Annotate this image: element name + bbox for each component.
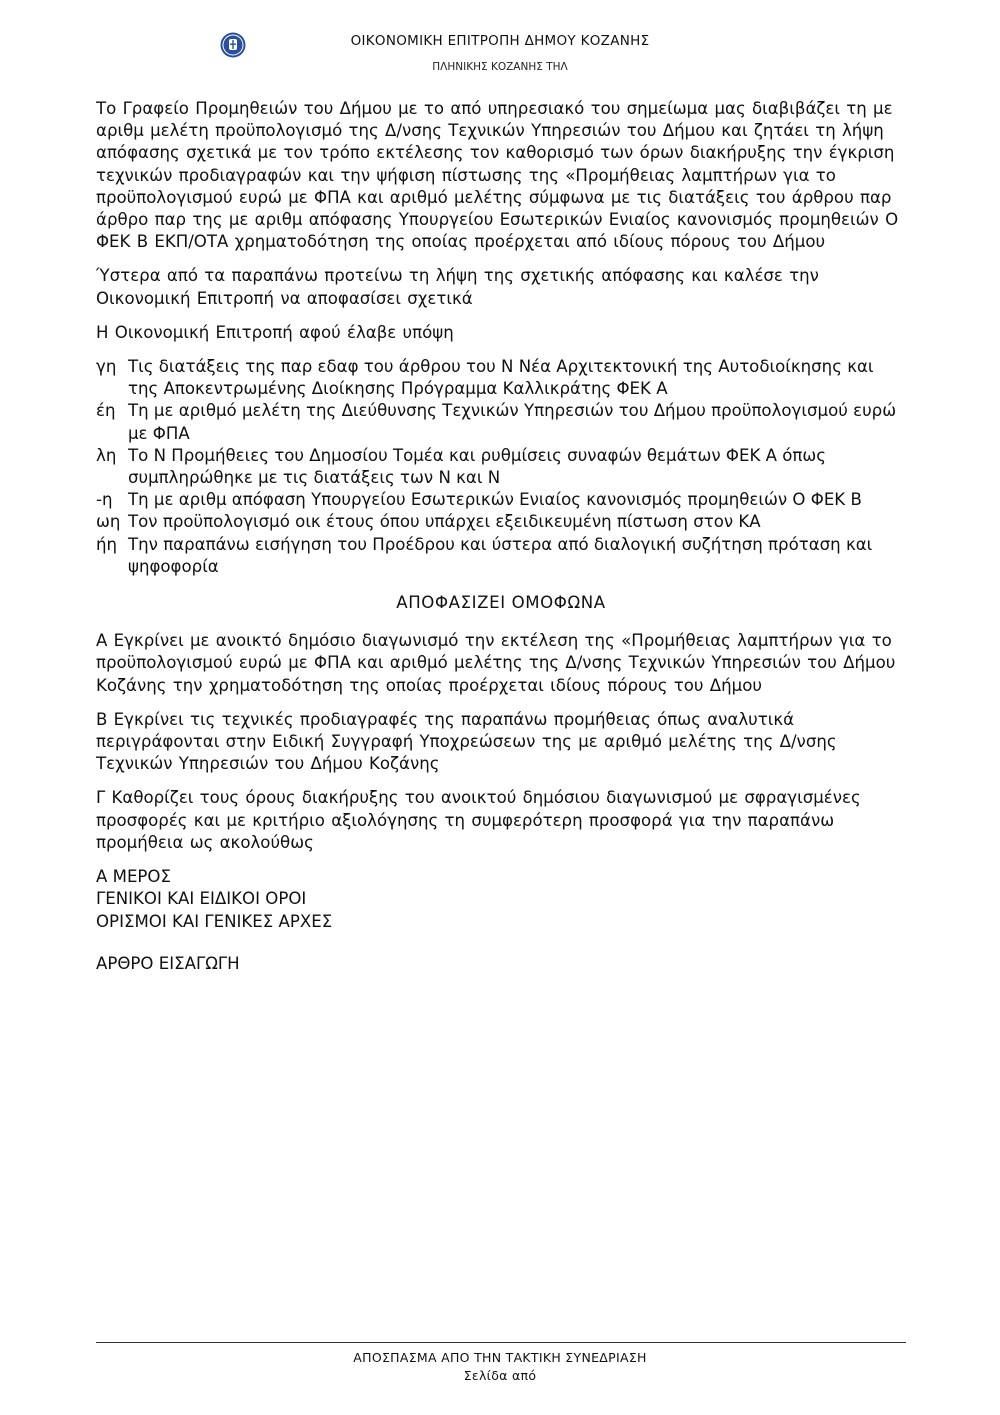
list-item-text: Τις διατάξεις της παρ εδαφ του άρθρου του Ν Νέα Αρχιτεκτονική της Αυτοδιοίκησης και της Αποκεντρωμένης Διοίκησης Πρόγραμμα Καλλικράτης ΦΕΚ Α: [128, 357, 874, 399]
page-footer: [0, 1349, 1000, 1385]
definitions-title: ΟΡΙΣΜΟΙ ΚΑΙ ΓΕΝΙΚΕΣ ΑΡΧΕΣ: [96, 911, 333, 931]
footer-title: ΑΠΟΣΠΑΣΜΑ ΑΠΟ ΤΗΝ ΤΑΚΤΙΚΗ ΣΥΝΕΔΡΙΑΣΗ: [353, 1350, 647, 1365]
considerations-list: [96, 356, 906, 578]
list-item: [96, 400, 906, 444]
decision-c: Γ Καθορίζει τους όρους διακήρυξης του ανοικτού δημόσιου διαγωνισμού με σφραγισμένες προσφορές και με κριτήριο αξιολόγησης τη συμφερότερη προσφορά για την παραπάνω προμήθεια ως ακολούθως: [96, 788, 861, 852]
list-item-text: Τη με αριθμ απόφαση Υπουργείου Εσωτερικών Ενιαίος κανονισμός προμηθειών Ο ΦΕΚ Β: [128, 490, 862, 510]
document-body: [96, 98, 906, 975]
header-address: ΠΛΗΝΙΚΗΣ ΚΟΖΑΝΗΣ ΤΗΛ: [432, 61, 568, 73]
decision-a: Α Εγκρίνει με ανοικτό δημόσιο διαγωνισμό την εκτέλεση της «Προμήθειας λαμπτήρων για το προϋπολογισμού ευρώ με ΦΠΑ και αριθμό μελέτης της Δ/νσης Τεχνικών Υπηρεσιών του Δήμου Κοζάνης την χρηματοδότηση της οποίας προέρχεται ιδίους πόρους του Δήμου: [96, 631, 896, 695]
considered-paragraph: Η Οικονομική Επιτροπή αφού έλαβε υπόψη: [96, 322, 454, 342]
list-item: [96, 445, 906, 489]
list-item-marker: -η: [96, 490, 113, 510]
list-item: [96, 489, 906, 511]
decision-b: Β Εγκρίνει τις τεχνικές προδιαγραφές της παραπάνω προμήθειας όπως αναλυτικά περιγράφονται στην Ειδική Συγγραφή Υποχρεώσεων της με αριθμό μελέτης της Δ/νσης Τεχνικών Υπηρεσιών του Δήμου Κοζάνης: [96, 709, 837, 774]
list-item: [96, 534, 906, 578]
list-item-text: Την παραπάνω εισήγηση του Προέδρου και ύστερα από διαλογική συζήτηση πρόταση και ψηφοφορία: [128, 534, 873, 576]
list-item-marker: έη: [96, 401, 116, 421]
list-item-text: Τη με αριθμό μελέτη της Διεύθυνσης Τεχνικών Υπηρεσιών του Δήμου προϋπολογισμού ευρώ με ΦΠΑ: [128, 401, 897, 443]
footer-divider: [96, 1342, 906, 1343]
list-item: [96, 356, 906, 400]
general-terms-title: ΓΕΝΙΚΟΙ ΚΑΙ ΕΙΔΙΚΟΙ ΟΡΟΙ: [96, 889, 307, 909]
header-title: ΟΙΚΟΝΟΜΙΚΗ ΕΠΙΤΡΟΠΗ ΔΗΜΟΥ ΚΟΖΑΝΗΣ: [350, 33, 650, 49]
list-item: [96, 511, 906, 533]
list-item-marker: λη: [96, 445, 117, 465]
page-number: Σελίδα από: [463, 1368, 537, 1383]
decision-heading: ΑΠΟΦΑΣΙΖΕΙ ΟΜΟΦΩΝΑ: [396, 593, 606, 613]
list-item-marker: γη: [96, 357, 117, 377]
list-item-marker: ήη: [96, 534, 118, 554]
intro-paragraph: Το Γραφείο Προμηθειών του Δήμου με το από υπηρεσιακό του σημείωμα μας διαβιβάζει τη με αριθμ μελέτη προϋπολογισμό της Δ/νσης Τεχνικών Υπηρεσιών του Δήμου και ζητάει τη λήψη απόφασης σχετικά με τον τρόπο εκτέλεσης τον καθορισμό των όρων διακήρυξης την έγκριση τεχνικών προδιαγραφών και την ψήφιση πίστωσης της «Προμήθειας λαμπτήρων για το προϋπολογισμού ευρώ με ΦΠΑ και αριθμό μελέτης σύμφωνα με τις διατάξεις του άρθρου παρ άρθρο παρ της με αριθμ απόφασης Υπουργείου Εσωτερικών Ενιαίος κανονισμός προμηθειών Ο ΦΕΚ Β ΕΚΠ/ΟΤΑ χρηματοδότηση της οποίας προέρχεται από ιδίους πόρους του Δήμου: [96, 99, 899, 252]
list-item-marker: ωη: [96, 512, 121, 532]
list-item-text: Το Ν Προμήθειες του Δημοσίου Τομέα και ρυθμίσεις συναφών θεμάτων ΦΕΚ Α όπως συμπληρώθηκε με τις διατάξεις των Ν και Ν: [128, 445, 827, 488]
article-title: ΑΡΘΡΟ ΕΙΣΑΓΩΓΗ: [96, 953, 240, 973]
part-title: Α ΜΕΡΟΣ: [96, 867, 171, 887]
proposal-paragraph: Ύστερα από τα παραπάνω προτείνω τη λήψη της σχετικής απόφασης και καλέσε την Οικονομική Επιτροπή να αποφασίσει σχετικά: [96, 266, 819, 308]
list-item-text: Τον προϋπολογισμό οικ έτους όπου υπάρχει εξειδικευμένη πίστωση στον ΚΑ: [128, 512, 761, 532]
